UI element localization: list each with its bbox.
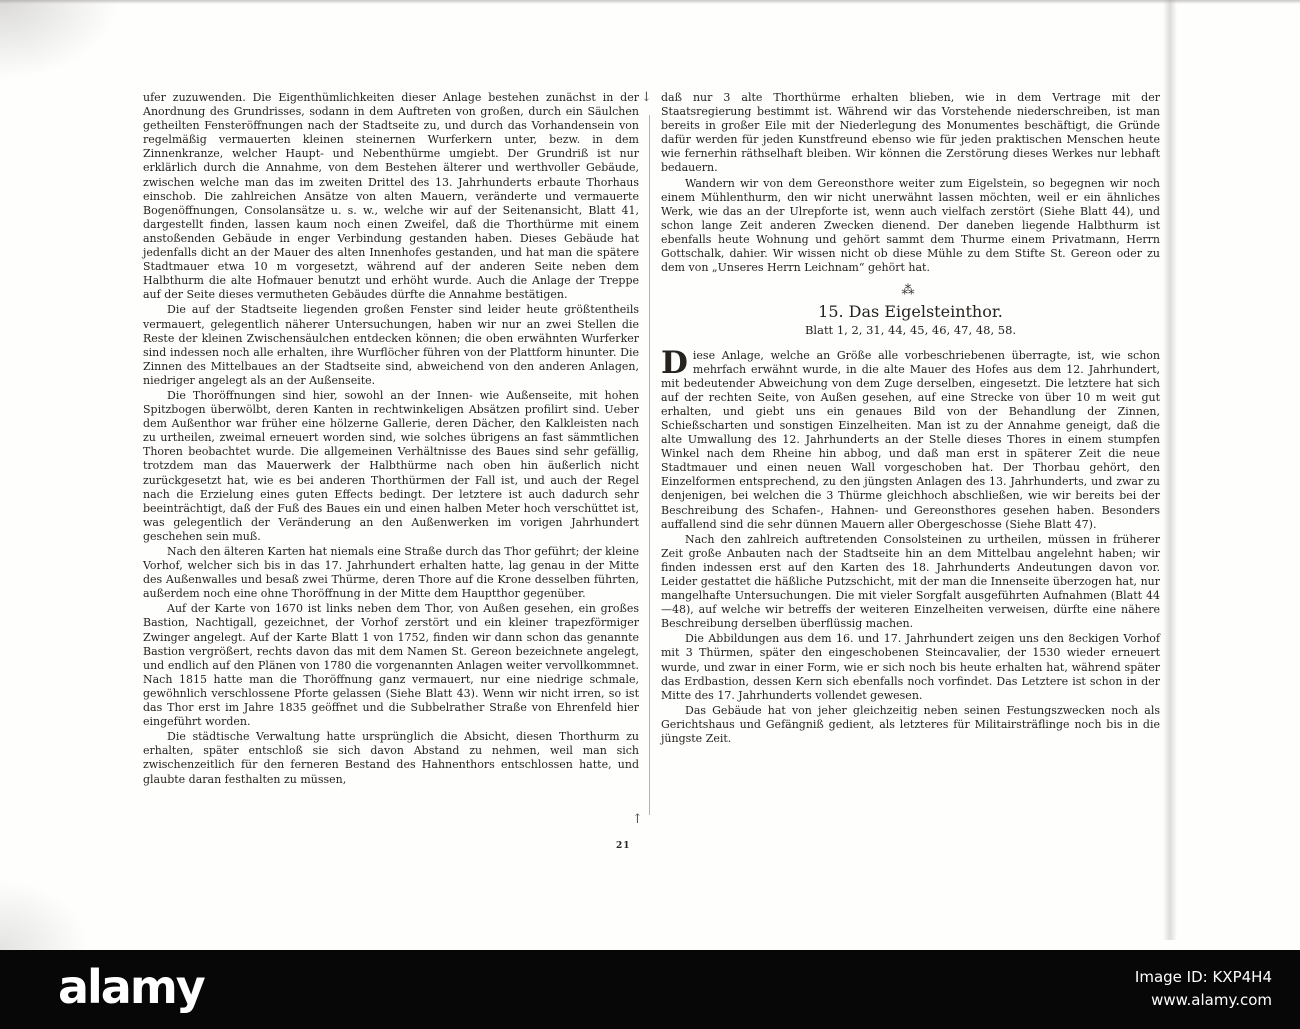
column-divider-line bbox=[649, 115, 650, 815]
section-ornament: ⁂ bbox=[901, 283, 920, 299]
alamy-url-text: www.alamy.com bbox=[1151, 991, 1272, 1009]
left-column bbox=[143, 91, 639, 788]
watermark-info bbox=[1135, 966, 1272, 1012]
right-column bbox=[661, 91, 1160, 747]
scan-corner-shadow bbox=[0, 0, 120, 80]
watermark-bar bbox=[0, 950, 1300, 1029]
paragraph: Nach den älteren Karten hat niemals eine Straße durch das Thor geführt; der kleine Vorhof, welcher sich bis in das 17. Jahrhundert erhalten hatte, lag genau in der Mitte des Außenwalles und besaß zwei Thürme, deren Thore auf die Krone desselben führten, außerdem noch eine ohne Thoröffnung in der Mitte dem Hauptthor gegenüber. bbox=[143, 545, 639, 601]
paragraph: ufer zuzuwenden. Die Eigenthümlichkeiten dieser Anlage bestehen zunächst in der Anordnung des Grundrisses, sodann in dem Auftreten von großen, durch ein Säulchen getheilten Fensteröffnungen nach der Stadtseite zu, und durch das Vorhandensein von regelmäßig vermauerten kleinen steinernen Wurferkern unter, bezw. in dem Zinnenkranze, welcher Haupt- und Nebenthürme umgiebt. Der Grundriß ist nur erklärlich durch die Annahme, von dem Bestehen älterer und werthvoller Gebäude, zwischen welche man das im zweiten Drittel des 13. Jahrhunderts erbaute Thorhaus einschob. Die zahlreichen Ansätze von alten Mauern, veränderte und vermauerte Bogenöffnungen, Consolansätze u. s. w., welche wir auf der Seitenansicht, Blatt 41, dargestellt finden, lassen kaum noch einen Zweifel, daß die Thorthürme mit einem anstoßenden Gebäude in enger Verbindung gestanden haben. Dieses Gebäude hat jedenfalls dicht an der Mauer des alten Innenhofes gestanden, und hat man die spätere Stadtmauer etwa 10 m vorgesetzt, während auf der anderen Seite neben dem Halbthurm die alte Hofmauer benutzt und erhöht wurde. Auch die Anlage der Treppe auf der Seite dieses vermutheten Gebäudes dürfte die Annahme bestätigen. bbox=[143, 91, 639, 302]
page-number: 21 bbox=[616, 841, 631, 851]
scan-edge-right bbox=[1163, 0, 1177, 940]
paragraph: Das Gebäude hat von jeher gleichzeitig neben seinen Festungszwecken noch als Gerichtshaus und Gefängniß gedient, als letzteres für Militairsträflinge noch bis in die jüngste Zeit. bbox=[661, 703, 1160, 746]
scan-corner-shadow bbox=[0, 880, 90, 950]
paragraph: Die städtische Verwaltung hatte ursprünglich die Absicht, diesen Thorthurm zu erhalten, später entschloß sie sich davon Abstand zu nehmen, weil man sich zwischenzeitlich für den ferneren Bestand des Hahnenthors entschlossen hatte, und glaubte daran festhalten zu müssen, bbox=[143, 730, 639, 786]
paragraph: Nach den zahlreich auftretenden Consolsteinen zu urtheilen, müssen in früherer Zeit große Anbauten nach der Stadtseite hin an dem Mittelbau angelehnt haben; wir finden indessen erst auf den Karten des 18. Jahrhunderts Andeutungen davon vor. Leider gestattet die häßliche Putzschicht, mit der man die Innenseite überzogen hat, nur mangelhafte Untersuchungen. Die mit vieler Sorgfalt ausgeführten Aufnahmen (Blatt 44—48), auf welche wir betreffs der weiteren Einzelheiten verweisen, dürfte eine nähere Beschreibung derselben überflüssig machen. bbox=[661, 532, 1160, 631]
margin-arrow-up: ↑ bbox=[632, 812, 643, 827]
margin-arrow-down: ↓ bbox=[641, 90, 652, 105]
paragraph: Wandern wir von dem Gereonsthore weiter zum Eigelstein, so begegnen wir noch einem Mühlenthurm, den wir nicht unerwähnt lassen möchten, weil er ein ähnliches Werk, wie das an der Ulrepforte ist, wenn auch vielfach zerstört (Siehe Blatt 44), und schon lange Zeit anderen Zwecken dienend. Der daneben liegende Halbthurm ist ebenfalls heute Wohnung und gehört sammt dem Thurme einem Privatmann, Herrn Gottschalk, dahier. Wir wissen nicht ob diese Mühle zu dem Stifte St. Gereon oder zu dem von „Unseres Herrn Leichnam“ gehört hat. bbox=[661, 176, 1160, 275]
paragraph: Die Abbildungen aus dem 16. und 17. Jahrhundert zeigen uns den 8eckigen Vorhof mit 3 Thürmen, später den eingeschobenen Steincavalier, der 1530 wieder erneuert wurde, und zwar in einer Form, wie er sich noch bis heute erhalten hat, während später das Erdbastion, dessen Kern sich ebenfalls noch vorfindet. Das Letztere ist schon in der Mitte des 17. Jahrhunderts vollendet gewesen. bbox=[661, 632, 1160, 702]
scan-edge-top bbox=[0, 0, 1300, 4]
paragraph: Auf der Karte von 1670 ist links neben dem Thor, von Außen gesehen, ein großes Bastion, Nachtigall, gezeichnet, der Vorhof zerstört und ein kleiner trapezförmiger Zwinger angelegt. Auf der Karte Blatt 1 von 1752, finden wir dann schon das genannte Bastion vergrößert, rechts davon das mit dem Namen St. Gereon bezeichnete angelegt, und endlich auf den Plänen von 1780 die vorgenannten Anlagen weiter vervollkommnet. Nach 1815 hatte man die Thoröffnung ganz vermauert, nur eine niedrige schmale, gewöhnlich verschlossene Pforte gelassen (Siehe Blatt 43). Wenn wir nicht irren, so ist das Thor erst im Jahre 1835 geöffnet und die Subbelrather Straße von Ehrenfeld hier eingeführt worden. bbox=[143, 602, 639, 729]
alamy-logo: alamy bbox=[58, 960, 204, 1014]
section-subheading: Blatt 1, 2, 31, 44, 45, 46, 47, 48, 58. bbox=[804, 323, 1017, 338]
paragraph: daß nur 3 alte Thorthürme erhalten blieben, wie in dem Vertrage mit der Staatsregierung bestimmt ist. Während wir das Vorstehende niederschreiben, ist man bereits in großer Eile mit der Niederlegung des Monumentes beschäftigt, die Gründe dafür werden für jeden Kunstfreund ebenso wie für jeden praktischen Menschen heute wie fernerhin räthselhaft bleiben. Wir können die Zerstörung dieses Werkes nur lebhaft bedauern. bbox=[661, 91, 1160, 175]
section-heading: 15. Das Eigelsteinthor. bbox=[818, 302, 1003, 322]
image-id-text: Image ID: KXP4H4 bbox=[1134, 968, 1272, 986]
paragraph: Die auf der Stadtseite liegenden großen Fenster sind leider heute größtentheils vermauert, gelegentlich näherer Untersuchungen, haben wir nur an zwei Stellen die Reste der kleinen Zwischensäulchen entdecken können; die oben erwähnten Wurferker sind indessen noch alle erhalten, ihre Wurflöcher führen von der Plattform hinunter. Die Zinnen des Mittelbaues an der Stadtseite sind, abweichend von den anderen Anlagen, niedriger angelegt als an der Außenseite. bbox=[143, 303, 639, 387]
paragraph: Die Thoröffnungen sind hier, sowohl an der Innen- wie Außenseite, mit hohen Spitzbogen überwölbt, deren Kanten in rechtwinkeligen Absätzen profilirt sind. Ueber dem Außenthor war früher eine hölzerne Gallerie, deren Dächer, den Kalkleisten nach zu urtheilen, zweimal erneuert worden sind, wie solches übrigens an fast sämmtlichen Thoren beobachtet wurde. Die allgemeinen Verhältnisse des Baues sind sehr gefällig, trotzdem man das Mauerwerk der Halbthürme nach oben hin äußerlich nicht zurückgesetzt hat, wie es bei anderen Thorthürmen der Fall ist, und auch der Regel nach die Erzielung eines guten Effects bedingt. Der letztere ist auch dadurch sehr beeinträchtigt, daß der Fuß des Baues ein und einen halben Meter hoch verschüttet ist, was gelegentlich der Veränderung an den Außenwerken im vorigen Jahrhundert geschehen sein muß. bbox=[143, 388, 639, 543]
paragraph: Diese Anlage, welche an Größe alle vorbeschriebenen überragte, ist, wie schon mehrfach erwähnt wurde, in die alte Mauer des Hofes aus dem 12. Jahrhundert, mit bedeutender Abweichung von dem Zuge derselben, eingesetzt. Die letztere hat sich auf der rechten Seite, von Außen gesehen, auf eine Strecke von über 10 m weit gut erhalten, und giebt uns ein genaues Bild von der Behandlung der Zinnen, Schießscharten und sonstigen Einzelheiten. Man ist zu der Annahme geneigt, daß die alte Umwallung des 12. Jahrhunderts an der Stelle dieses Thores in einem stumpfen Winkel nach dem Rheine hin abbog, und daß man erst in späterer Zeit die neue Stadtmauer und einen neuen Wall vorgeschoben hat. Der Thorbau gehört, den Einzelformen entsprechend, zu den jüngsten Anlagen des 13. Jahrhunderts, und zwar zu denjenigen, bei welchen die 3 Thürme gleichhoch abschließen, wie wir bereits bei der Beschreibung des Schafen-, Hahnen- und Gereonsthores gesehen haben. Besonders auffallend sind die sehr dünnen Mauern aller Obergeschosse (Siehe Blatt 47). bbox=[661, 344, 1160, 531]
